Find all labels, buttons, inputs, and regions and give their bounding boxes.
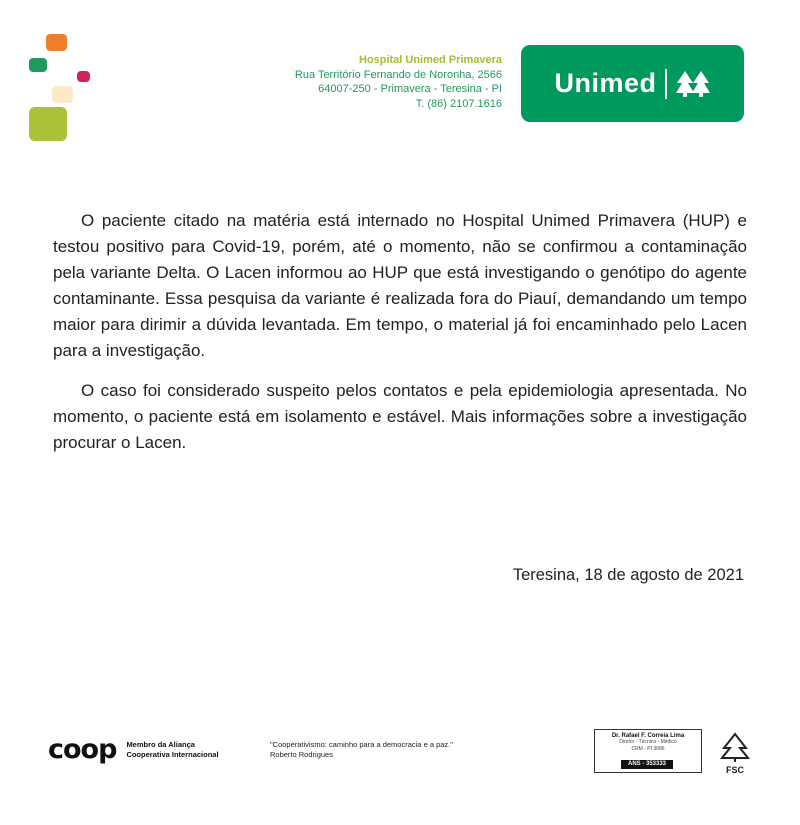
green-square-icon <box>29 58 47 72</box>
paragraph-2: O caso foi considerado suspeito pelos contatos e pela epidemiologia apresentada. No momento, o paciente está em isolamento e estável. Mais informações sobre a investigação procurar o Lacen. <box>53 381 747 452</box>
paragraph-1: O paciente citado na matéria está internado no Hospital Unimed Primavera (HUP) e testou positivo para Covid-19, porém, até o momento, não se confirmou a contaminação pela variante Delta. O Lacen informou ao HUP que está investigando o genótipo do agente contaminante. Essa pesquisa da variante é realizada fora do Piauí, demandando um tempo maior para dirimir a dúvida levantada. Em tempo, o material já foi encaminhado pelo Lacen para a investigação. <box>53 211 747 360</box>
logo-divider <box>665 69 667 99</box>
cream-square-icon <box>52 86 73 103</box>
pink-square-icon <box>77 71 90 82</box>
unimed-logo <box>521 45 744 122</box>
fsc-tree-icon <box>718 732 752 762</box>
coop-tagline <box>126 740 218 759</box>
orange-square-icon <box>46 34 67 51</box>
coop-tag-line-1: Membro da Aliança <box>126 740 195 749</box>
hospital-info <box>295 53 502 111</box>
fsc-logo <box>717 732 753 774</box>
unimed-tree-icon <box>675 69 711 99</box>
rt-role-1: Diretor - Técnico - Médico <box>619 739 677 745</box>
statement-body <box>53 208 747 470</box>
quote-author: Roberto Rodrigues <box>270 749 333 759</box>
rt-role-2: CRM - PI 3686 <box>631 746 665 752</box>
address-line-2: 64007-250 - Primavera - Teresina - PI <box>318 83 502 95</box>
ans-badge: ANS - 353333 <box>621 760 673 769</box>
coop-logo <box>48 734 219 765</box>
address-line-1: Rua Território Fernando de Noronha, 2566 <box>294 68 502 81</box>
footer-quote <box>270 740 453 759</box>
technical-director-box <box>594 729 702 773</box>
coop-tag-line-2: Cooperativa Internacional <box>126 749 219 759</box>
unimed-logo-text: Unimed <box>554 68 657 98</box>
hospital-name: Hospital Unimed Primavera <box>358 54 502 66</box>
rt-name: Dr. Rafael F. Correia Lima <box>611 733 685 739</box>
fsc-label: FSC <box>726 765 744 775</box>
coop-logo-text: coop <box>48 734 117 765</box>
phone: T. (86) 2107.1616 <box>415 97 502 110</box>
quote-text: "Cooperativismo: caminho para a democracia e a paz." <box>270 740 453 749</box>
lime-square-icon <box>29 107 67 141</box>
signoff-date: Teresina, 18 de agosto de 2021 <box>512 566 744 584</box>
